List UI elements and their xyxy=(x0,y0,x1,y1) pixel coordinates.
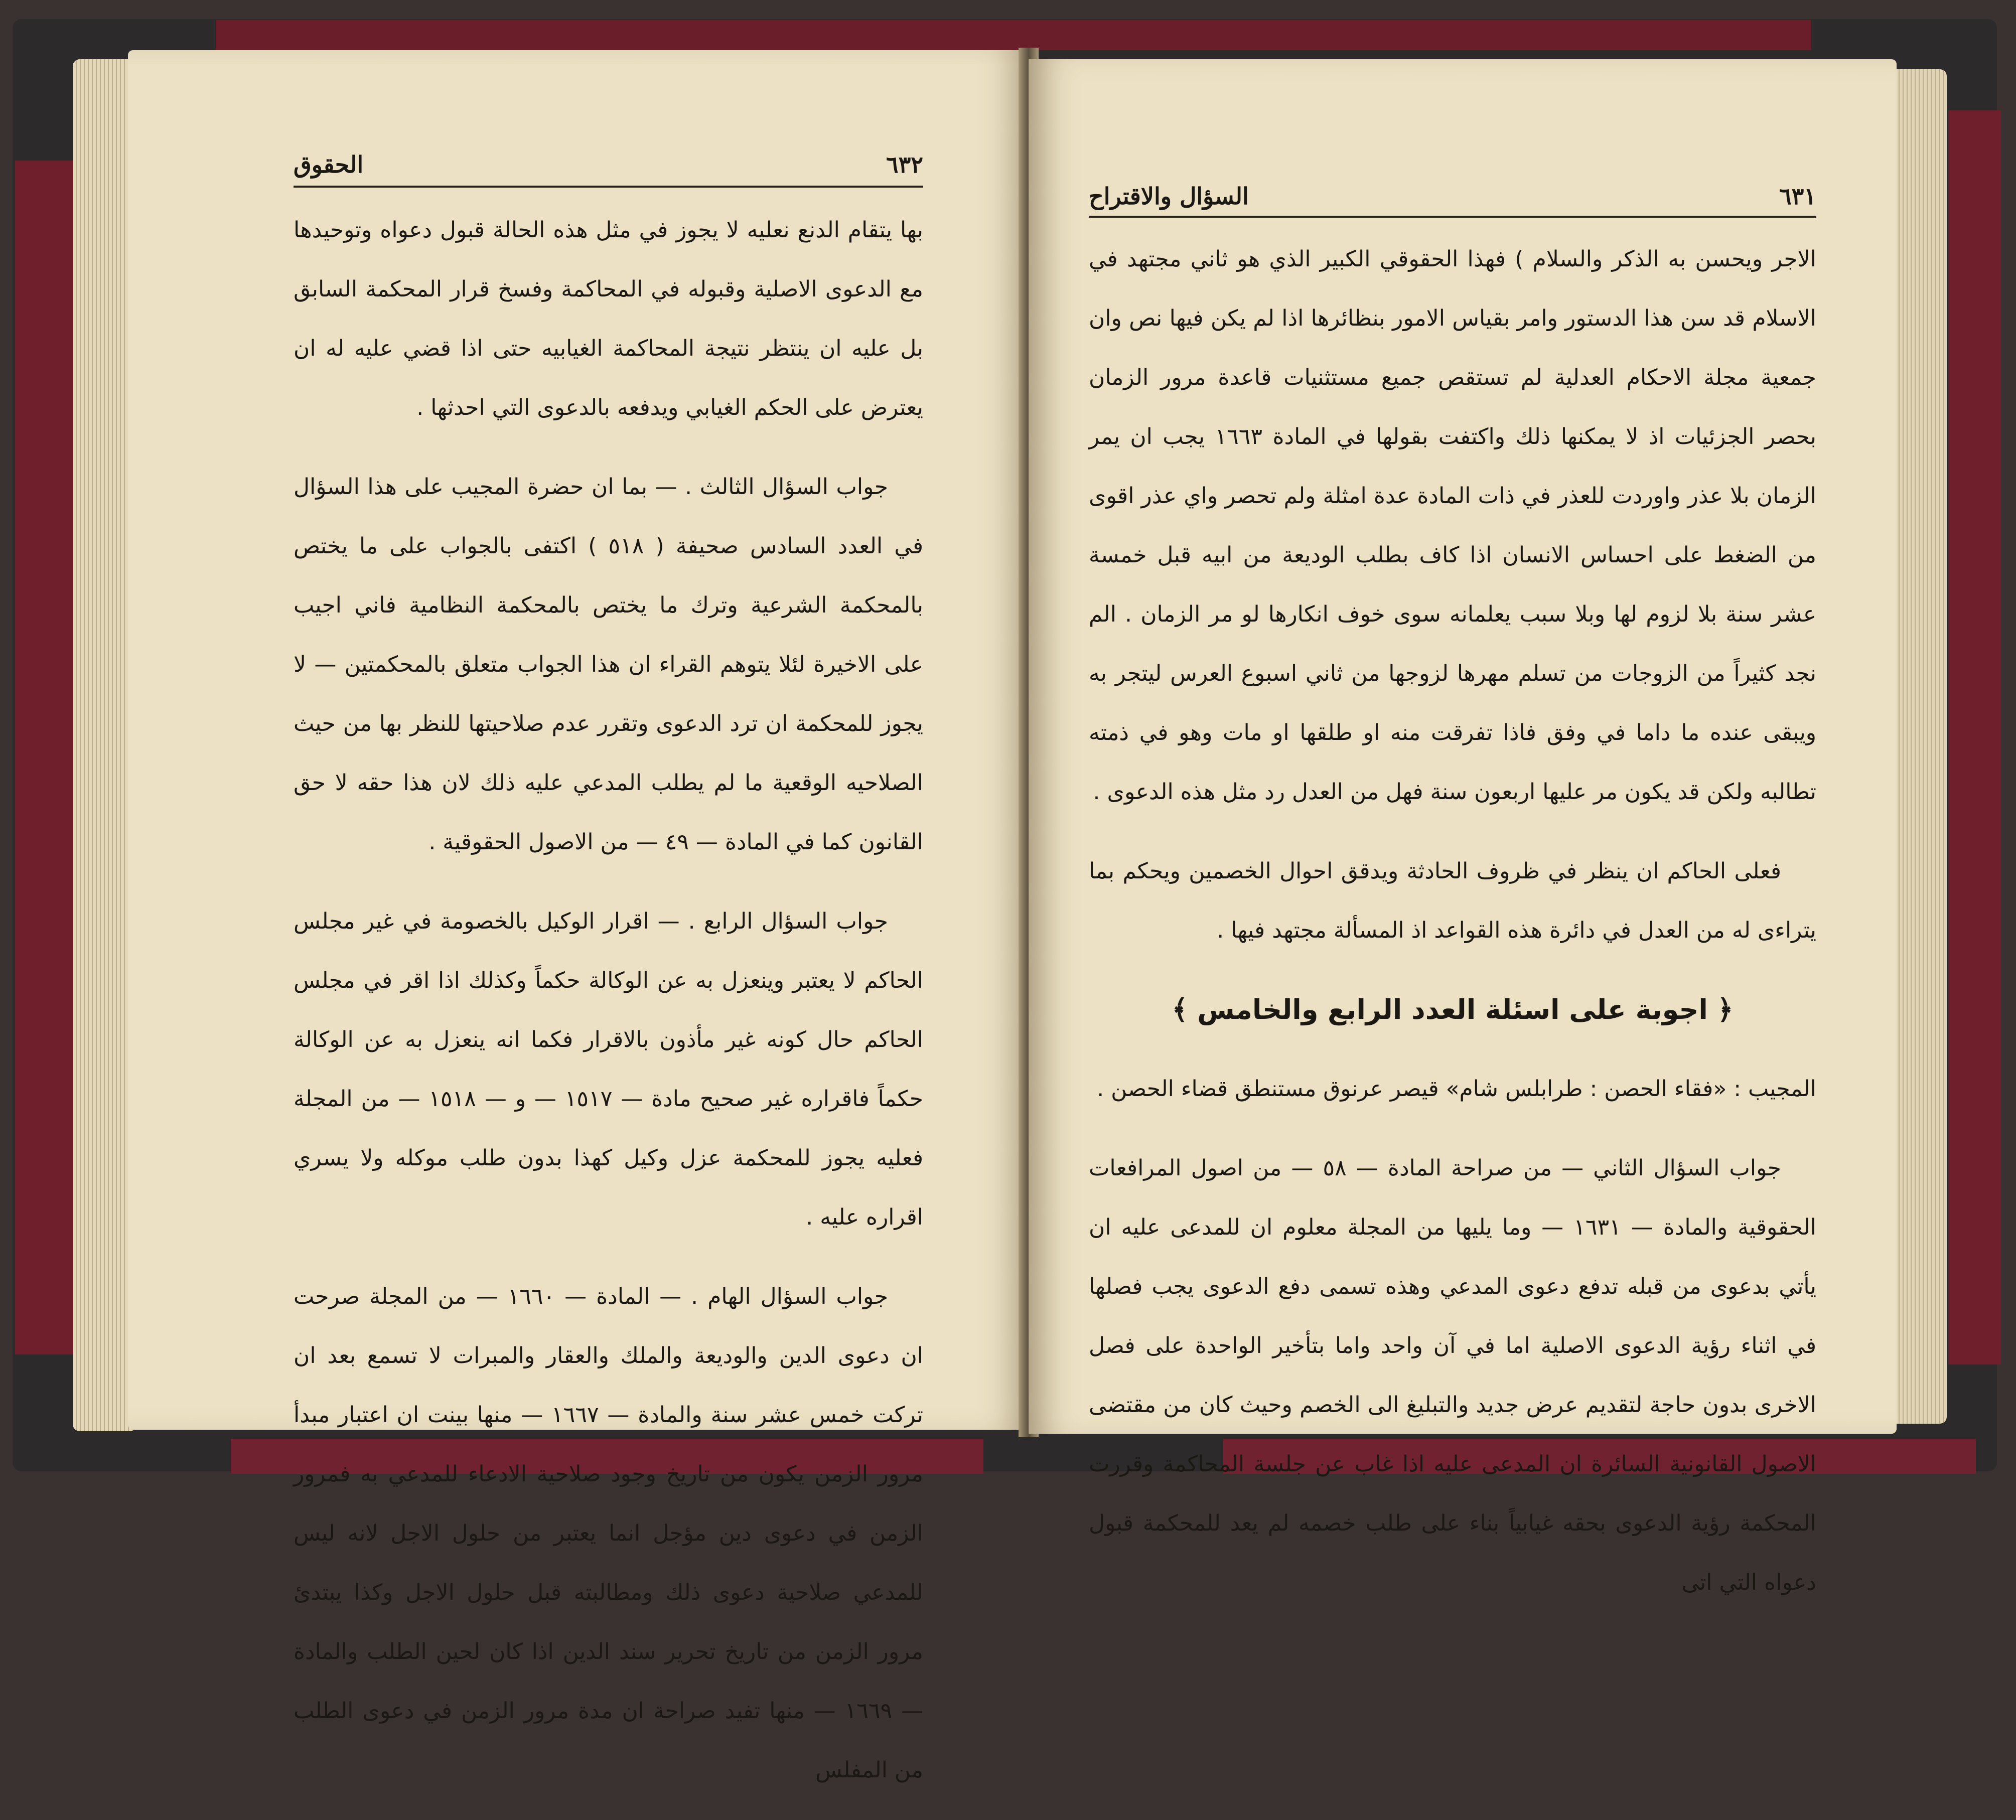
cover-cloth-left xyxy=(15,161,80,1354)
right-paragraph-answer-2: جواب السؤال الثاني — من صراحة المادة — ٥٨ — من اصول المرافعات الحقوقية والمادة — ١٦٣١ — وما يليها من المجلة معلوم ان للمدعى عليه ان يأتي بدعوى من قبله تدفع دعوى المدعي وهذه تسمى دفع الدعوى يجب فصلها في اثناء رؤية الدعوى الاصلية اما في آن واحد واما بتأخير الواحدة على فصل الاخرى بدون حاجة لتقديم عرض جديد والتبليغ الى الخصم وحيث كان من مقتضى الاصول القانونية السائرة ان المدعى عليه اذا غاب عن جلسة المحاكمة وقررت المحكمة رؤية الدعوى بحقه غيابياً بناء على طلب خصمه لم يعد للمحكمة قبول دعواه التي اتى xyxy=(1089,1155,1816,1595)
right-paragraph-2: فعلى الحاكم ان ينظر في ظروف الحادثة ويدقق احوال الخصمين ويحكم بما يتراءى له من العدل في دائرة هذه القواعد اذ المسألة مجتهد فيها . xyxy=(1089,858,1816,943)
right-page-body xyxy=(1089,230,1816,1632)
respondent-line: المجيب : «فقاء الحصن : طرابلس شام» قيصر عرنوق مستنطق قضاء الحصن . xyxy=(1097,1076,1816,1102)
right-page xyxy=(1029,59,1897,1595)
left-page-body xyxy=(294,201,923,1820)
left-paragraph-1: بها يتقام الدنع نعليه لا يجوز في مثل هذه الحالة قبول دعواه وتوحيدها مع الدعوى الاصلية وقبوله في المحاكمة وفسخ قرار المحكمة السابق بل عليه ان ينتظر نتيجة المحاكمة الغيابيه حتى اذا قضي عليه له ان يعترض على الحكم الغيابي ويدفعه بالدعوى التي احدثها . xyxy=(294,217,923,420)
page-edges-left xyxy=(73,59,133,1431)
right-page-number: ٦٣١ xyxy=(1779,183,1816,210)
cover-cloth-top xyxy=(216,20,1811,50)
left-page-header xyxy=(294,133,923,178)
left-paragraph-3: جواب السؤال الرابع . — اقرار الوكيل بالخصومة في غير مجلس الحاكم لا يعتبر وينعزل به عن الوكالة حكماً وكذلك اذا اقر في مجلس الحاكم حال كونه غير مأذون بالاقرار فكما انه ينعزل به عن الوكالة حكماً فاقراره غير صحيح مادة — ١٥١٧ — و — ١٥١٨ — من المجلة فعليه يجوز للمحكمة عزل وكيل كهذا بدون طلب موكله ولا يسري اقراره عليه . xyxy=(294,908,923,1230)
left-paragraph-2: جواب السؤال الثالث . — بما ان حضرة المجيب على هذا السؤال في العدد السادس صحيفة ( ٥١٨ ) اكتفى بالجواب على ما يختص بالمحكمة الشرعية وترك ما يختص بالمحكمة النظامية فاني اجيب على الاخيرة لئلا يتوهم القراء ان هذا الجواب متعلق بالمحكمتين — لا يجوز للمحكمة ان ترد الدعوى وتقرر عدم صلاحيتها للنظر بها من حيث الصلاحيه الوقعية ما لم يطلب المدعي عليه ذلك لان هذا حقه لا حق القانون كما في المادة — ٤٩ — من الاصول الحقوقية . xyxy=(294,474,923,855)
right-running-head: السؤال والاقتراح xyxy=(1089,183,1249,210)
cover-cloth-right xyxy=(1948,110,2001,1364)
left-running-head: الحقوق xyxy=(294,151,364,178)
left-page xyxy=(128,50,1029,1783)
right-paragraph-1: الاجر ويحسن به الذكر والسلام ) فهذا الحقوقي الكبير الذي هو ثاني مجتهد في الاسلام قد سن هذا الدستور وامر بقياس الامور بنظائرها اذا لم يكن فيها نص وان جمعية مجلة الاحكام العدلية لم تستقص جميع مستثنيات قاعدة مرور الزمان بحصر الجزئيات اذ لا يمكنها ذلك واكتفت بقولها في المادة ١٦٦٣ يجب ان يمر الزمان بلا عذر واوردت للعذر في ذات المادة عدة امثلة ولم تحصر واي عذر اقوى من الضغط على احساس الانسان اذا كاف بطلب الوديعة من ابيه قبل خمسة عشر سنة بلا لزوم لها وبلا سبب يعلمانه سوى خوف انكارها لو مر الزمان . الم نجد كثيراً من الزوجات من تسلم مهرها لزوجها من ثاني اسبوع العرس ليتجر به ويبقى عنده ما داما في وفق فاذا تفرقت منه او طلقها او مات وهو في ذمته تطالبه ولكن قد يكون مر عليها اربعون سنة فهل من العدل رد مثل هذه الدعوى . xyxy=(1089,246,1816,805)
section-heading: ﴿ اجوبة على اسئلة العدد الرابع والخامس ﴾ xyxy=(1172,994,1734,1025)
left-paragraph-4: جواب السؤال الهام . — المادة — ١٦٦٠ — من المجلة صرحت ان دعوى الدين والوديعة والملك والعقار والمبرات لا تسمع بعد ان تركت خمس عشر سنة والمادة — ١٦٦٧ — منها بينت ان اعتبار مبدأ مرور الزمن يكون من تاريخ وجود صلاحية الادعاء للمدعي به فمرور الزمن في دعوى دين مؤجل انما يعتبر من حلول الاجل لانه ليس للمدعي صلاحية دعوى ذلك ومطالبته قبل حلول الاجل وكذا يبتدئ مرور الزمن من تاريخ تحرير سند الدين اذا كان لحين الطلب والمادة — ١٦٦٩ — منها تفيد صراحة ان مدة مرور الزمن في دعوى الطلب من المفلس xyxy=(294,1284,923,1783)
left-header-rule xyxy=(294,186,923,188)
right-page-header xyxy=(1089,165,1816,210)
right-header-rule xyxy=(1089,216,1816,218)
left-page-number: ٦٣٢ xyxy=(886,151,923,178)
page-edges-right xyxy=(1892,69,1947,1424)
